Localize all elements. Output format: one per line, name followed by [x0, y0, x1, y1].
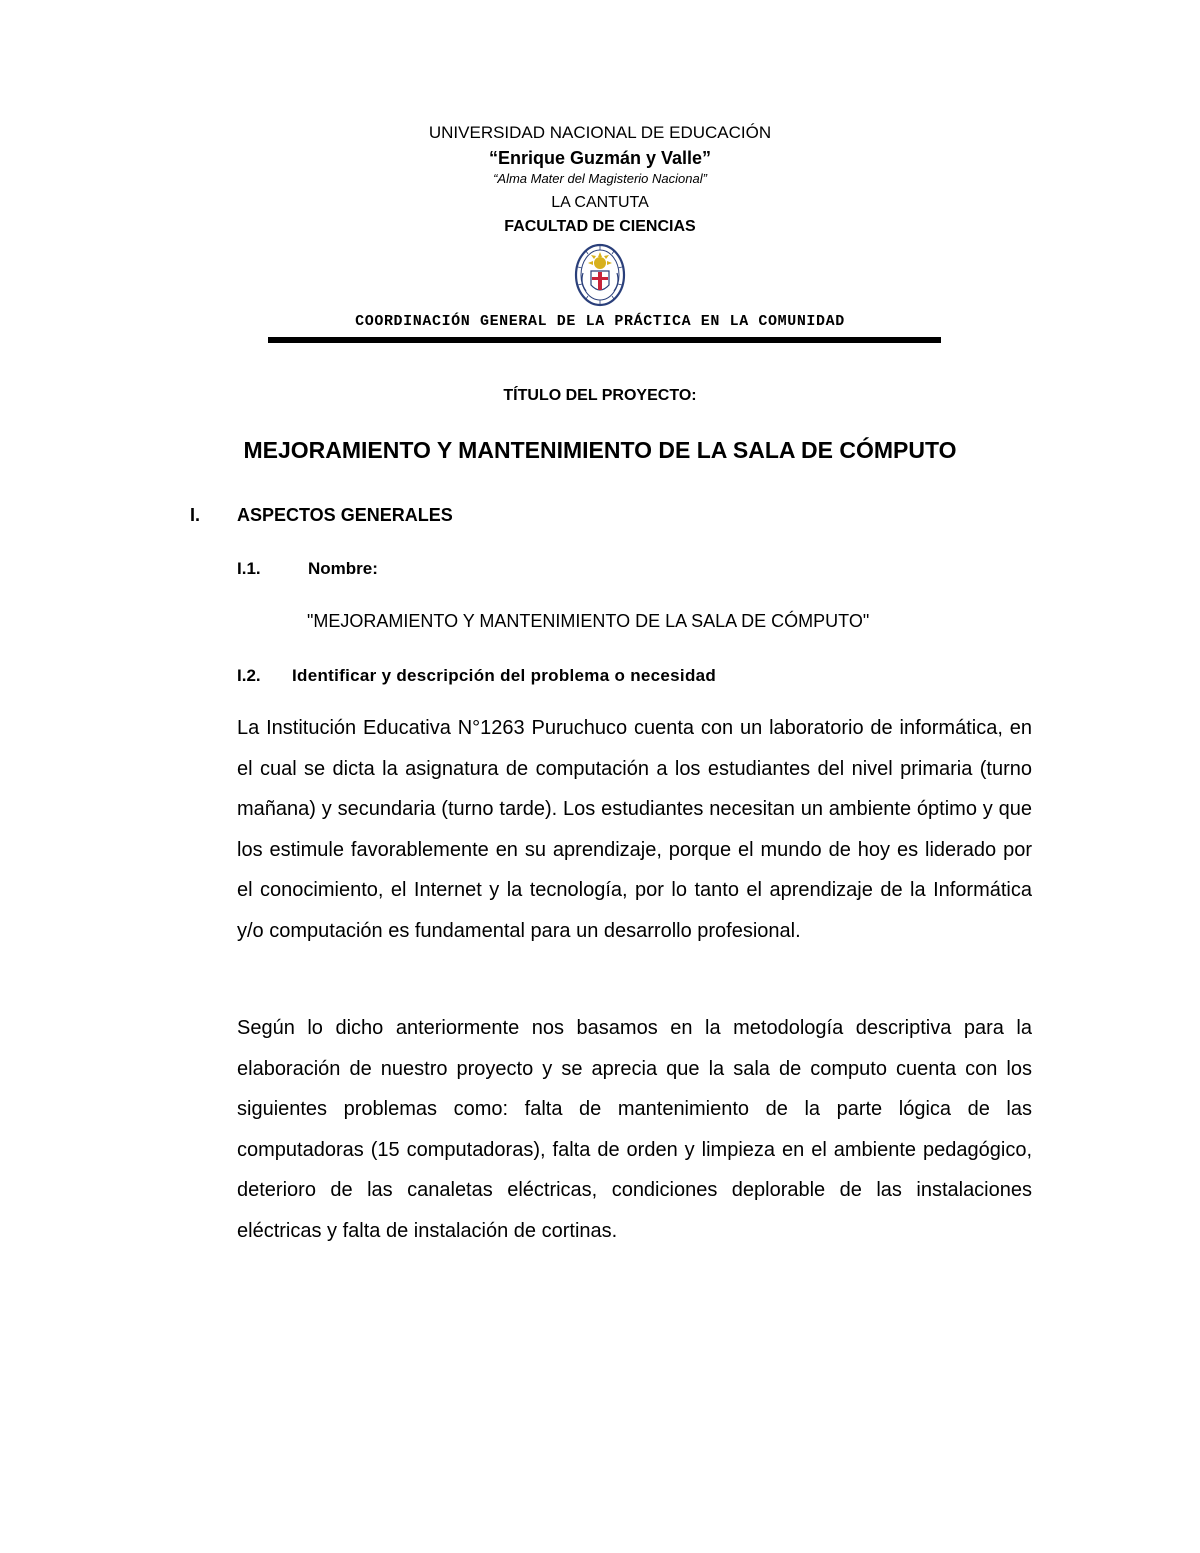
section-number: I.	[190, 505, 201, 525]
problem-paragraph-1: La Institución Educativa N°1263 Puruchuco cuenta con un laboratorio de informática, en el cual se dicta la asignatura de computación a los estudiantes del nivel primaria (turno mañana) y secundaria (turno tarde). Los estudiantes necesitan un ambiente óptimo y que los estimule favorablemente en su aprendizaje, porque el mundo de hoy es liderado por el conocimiento, el Internet y la tecnología, por lo tanto el aprendizaje de la Informática y/o computación es fundamental para un desarrollo profesional.	[237, 717, 1032, 942]
university-seal-icon	[574, 243, 626, 307]
coordination-heading: COORDINACIÓN GENERAL DE LA PRÁCTICA EN LA COMUNIDAD	[355, 313, 845, 330]
subsection-1-title: Nombre:	[308, 559, 378, 578]
project-name-value: "MEJORAMIENTO Y MANTENIMIENTO DE LA SALA DE CÓMPUTO"	[307, 611, 870, 631]
section-title: ASPECTOS GENERALES	[237, 505, 453, 525]
project-title: MEJORAMIENTO Y MANTENIMIENTO DE LA SALA DE CÓMPUTO	[243, 437, 957, 463]
university-name: UNIVERSIDAD NACIONAL DE EDUCACIÓN	[428, 123, 772, 142]
campus-name: LA CANTUTA	[551, 194, 649, 211]
project-title-label: TÍTULO DEL PROYECTO:	[503, 387, 697, 404]
subsection-2-title: Identificar y descripción del problema o necesidad	[292, 666, 717, 685]
subsection-1-number: I.1.	[237, 559, 261, 578]
university-honorific-name: “Enrique Guzmán y Valle”	[488, 148, 712, 168]
subsection-2-number: I.2.	[237, 666, 261, 685]
university-motto: “Alma Mater del Magisterio Nacional”	[493, 171, 707, 186]
header-divider	[268, 337, 941, 343]
problem-paragraph-2: Según lo dicho anteriormente nos basamos en la metodología descriptiva para la elaboración de nuestro proyecto y se aprecia que la sala de computo cuenta con los siguientes problemas como: falta de mantenimiento de la parte lógica de las computadoras (15 computadoras), falta de orden y limpieza en el ambiente pedagógico, deterioro de las canaletas eléctricas, condiciones deplorable de las instalaciones eléctricas y falta de instalación de cortinas.	[237, 1017, 1032, 1242]
faculty-name: FACULTAD DE CIENCIAS	[504, 218, 696, 235]
